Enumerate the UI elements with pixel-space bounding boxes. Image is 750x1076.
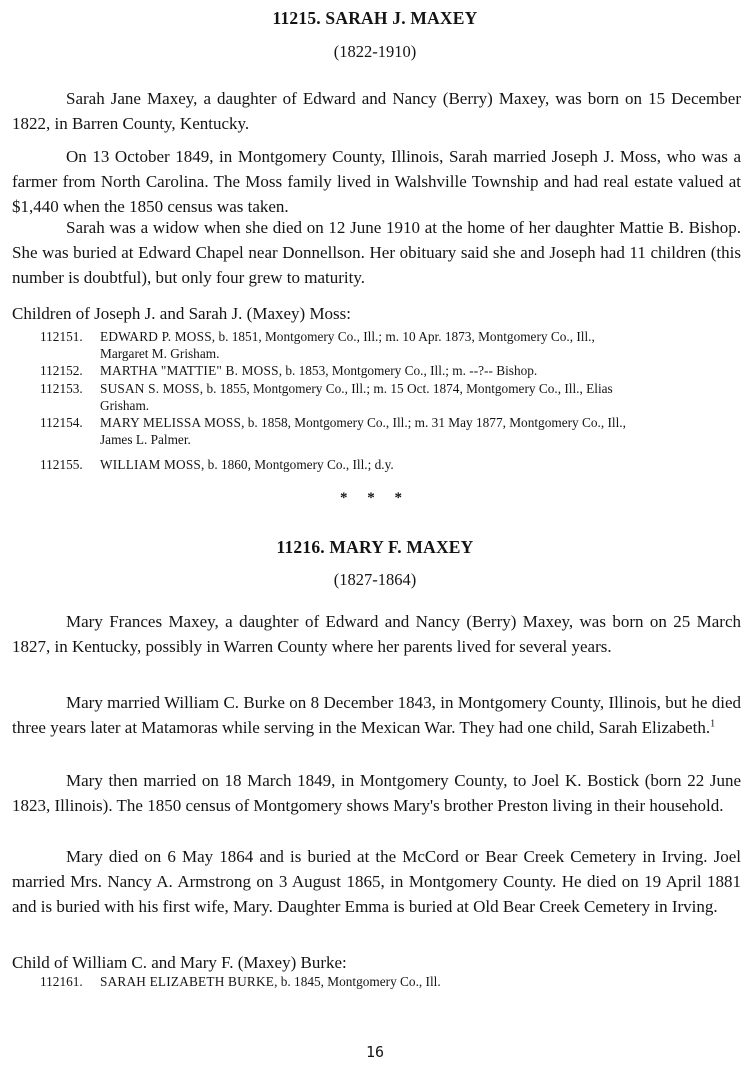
child-entry: 112152. MARTHA "MATTIE" B. MOSS, b. 1853, Montgomery Co., Ill.; m. --?-- Bishop.	[40, 363, 538, 378]
children-label: Children of Joseph J. and Sarah J. (Maxey) Moss:	[12, 304, 352, 323]
footnote-marker: 1	[710, 718, 716, 730]
child-entry: 112161. SARAH ELIZABETH BURKE, b. 1845, Montgomery Co., Ill.	[40, 974, 441, 989]
paragraph: Mary Frances Maxey, a daughter of Edward and Nancy (Berry) Maxey, was born on 25 March 1827, in Kentucky, possibly in Warren County where her parents lived for several years.	[12, 612, 741, 656]
child-entry: 112151. EDWARD P. MOSS, b. 1851, Montgomery Co., Ill.; m. 10 Apr. 1873, Montgomery Co., Ill., Margaret M. Grisham.	[40, 329, 595, 361]
paragraph: Mary then married on 18 March 1849, in Montgomery County, to Joel K. Bostick (born 22 June 1823, Illinois). The 1850 census of Montgomery shows Mary's brother Preston living in their household.	[12, 771, 741, 815]
paragraph: Sarah was a widow when she died on 12 June 1910 at the home of her daughter Mattie B. Bishop. She was buried at Edward Chapel near Donnellson. Her obituary said she and Joseph had 11 children (this number is doubtful), but only four grew to maturity.	[12, 218, 741, 287]
child-entry: 112154. MARY MELISSA MOSS, b. 1858, Montgomery Co., Ill.; m. 31 May 1877, Montgomery Co., Ill., James L. Palmer.	[40, 415, 626, 447]
child-entry: 112155. WILLIAM MOSS, b. 1860, Montgomery Co., Ill.; d.y.	[40, 457, 394, 472]
section-dates-mary: (1827-1864)	[333, 570, 417, 589]
section-heading-mary: 11216. MARY F. MAXEY	[276, 537, 474, 557]
page-number: 16	[365, 1043, 385, 1061]
paragraph: Mary died on 6 May 1864 and is buried at the McCord or Bear Creek Cemetery in Irving. Joel married Mrs. Nancy A. Armstrong on 3 August 1865, in Montgomery County. He died on 19 April 1881 and is buried with his first wife, Mary. Daughter Emma is buried at Old Bear Creek Cemetery in Irving.	[12, 847, 741, 916]
paragraph: Mary married William C. Burke on 8 December 1843, in Montgomery County, Illinois, but he died three years later at Matamoras while serving in the Mexican War. They had one child, Sarah Elizabeth.$^1$	[12, 693, 741, 737]
paragraph: On 13 October 1849, in Montgomery County, Illinois, Sarah married Joseph J. Moss, who was a farmer from North Carolina. The Moss family lived in Walshville Township and had real estate valued at $1,440 when the 1850 census was taken.	[12, 147, 741, 216]
child-entry: 112153. SUSAN S. MOSS, b. 1855, Montgomery Co., Ill.; m. 15 Oct. 1874, Montgomery Co., Ill., Elias Grisham.	[40, 381, 613, 413]
section-dates-sarah: (1822-1910)	[333, 42, 417, 61]
paragraph: Sarah Jane Maxey, a daughter of Edward and Nancy (Berry) Maxey, was born on 15 December 1822, in Barren County, Kentucky.	[12, 89, 741, 133]
children-label: Child of William C. and Mary F. (Maxey) Burke:	[12, 953, 347, 972]
section-separator: * * *	[340, 490, 410, 506]
section-heading-sarah: 11215. SARAH J. MAXEY	[272, 8, 478, 28]
